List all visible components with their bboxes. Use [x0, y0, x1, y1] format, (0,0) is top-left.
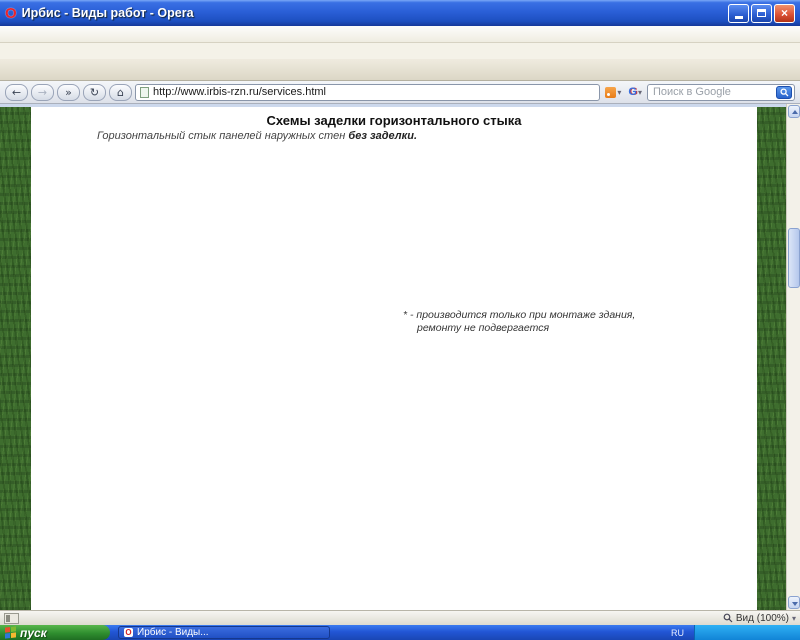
- search-go-button[interactable]: [776, 86, 792, 99]
- fast-forward-button[interactable]: »: [57, 84, 80, 101]
- forward-button[interactable]: →: [31, 84, 54, 101]
- search-box[interactable]: [647, 84, 795, 101]
- search-engine-button[interactable]: [626, 86, 644, 98]
- system-tray: [694, 625, 800, 640]
- opera-logo-icon: O: [5, 4, 17, 22]
- status-bar: [0, 610, 800, 625]
- titlebar[interactable]: [0, 0, 800, 26]
- diagram-polyurethane: [455, 414, 735, 610]
- task-label: Ирбис - Виды...: [137, 627, 209, 638]
- page-favicon: [140, 87, 149, 98]
- start-label: пуск: [20, 625, 47, 640]
- language-indicator[interactable]: RU: [671, 627, 684, 638]
- view-zoom-control[interactable]: [723, 613, 796, 624]
- url-input[interactable]: [153, 86, 595, 98]
- reload-button[interactable]: ↻: [83, 84, 106, 101]
- diagram-vilaterm: [115, 414, 395, 610]
- window-title: Ирбис - Виды работ - Opera: [21, 6, 194, 20]
- scroll-up-button[interactable]: [788, 105, 800, 118]
- close-button[interactable]: ×: [774, 4, 795, 23]
- home-button[interactable]: ⌂: [109, 84, 132, 101]
- zoom-icon: [723, 613, 733, 623]
- icon-toolbar: [0, 43, 800, 59]
- scrollbar[interactable]: [786, 104, 800, 610]
- scroll-down-button[interactable]: [788, 596, 800, 609]
- window-controls: [728, 4, 795, 23]
- page-title: Схемы заделки горизонтального стыка: [266, 113, 522, 128]
- search-icon: [780, 88, 789, 97]
- back-button[interactable]: ←: [5, 84, 28, 101]
- view-caret-icon: ▾: [791, 613, 796, 623]
- restore-button[interactable]: [751, 4, 772, 23]
- url-box[interactable]: [135, 84, 600, 101]
- diagram-no-sealing: [110, 149, 390, 361]
- footnote: * - производится только при монтаже здания, ремонту не подвергается: [403, 309, 636, 334]
- google-icon: G: [628, 86, 637, 98]
- rss-button[interactable]: [603, 87, 623, 98]
- panel-toggle-button[interactable]: [4, 613, 19, 624]
- engine-caret-icon: ▾: [637, 87, 642, 97]
- view-zoom-label: Вид (100%): [735, 612, 789, 624]
- address-bar: [0, 81, 800, 104]
- taskbar-task-opera[interactable]: [118, 626, 330, 639]
- rss-icon: [605, 87, 616, 98]
- page-subtitle: Горизонтальный стык панелей наружных стен без заделки.: [97, 130, 417, 142]
- opera-task-icon: O: [125, 628, 132, 637]
- tab-bar: [0, 59, 800, 81]
- start-button[interactable]: [0, 625, 110, 640]
- rss-caret-icon: ▾: [617, 87, 622, 97]
- windows-logo-icon: [5, 626, 16, 638]
- menu-bar: [0, 26, 800, 43]
- search-input[interactable]: [653, 86, 776, 98]
- web-page: [31, 107, 757, 610]
- browser-viewport: [0, 104, 800, 610]
- scrollbar-thumb[interactable]: [788, 228, 800, 288]
- minimize-button[interactable]: [728, 4, 749, 23]
- taskbar: [0, 625, 800, 640]
